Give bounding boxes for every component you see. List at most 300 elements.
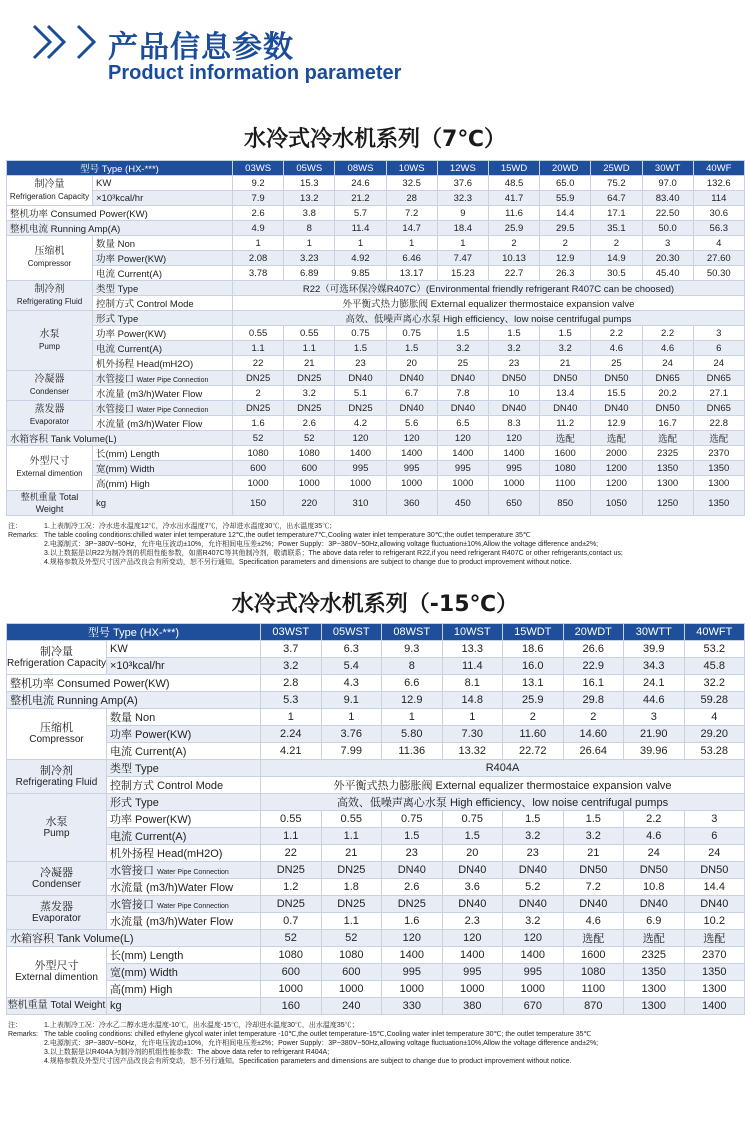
value-cell: 1300 — [624, 981, 685, 998]
span-value: R22（可选环保冷媒R407C）(Environmental friendly refrigerant R407C can be choosed) — [233, 281, 745, 296]
row-label: 类型 Type — [107, 760, 261, 777]
group-compressor — [7, 236, 93, 281]
value-cell: 2.24 — [261, 726, 322, 743]
value-cell: 6 — [684, 828, 745, 845]
value-cell: 29.5 — [540, 221, 591, 236]
group-weight: 整机重量 Total Weight — [7, 998, 107, 1015]
note-key — [8, 549, 44, 558]
value-cell: 1000 — [503, 981, 564, 998]
model-header: 40WFT — [684, 624, 745, 641]
value-cell: 0.55 — [233, 326, 284, 341]
value-cell: DN40 — [335, 371, 386, 386]
row-label: 控制方式 Control Mode — [93, 296, 233, 311]
value-cell: 3 — [642, 236, 693, 251]
value-cell: 6.7 — [386, 386, 437, 401]
value-cell: 2.2 — [624, 811, 685, 828]
value-cell: 14.7 — [386, 221, 437, 236]
value-cell: 3.6 — [442, 879, 503, 896]
table-row — [7, 964, 745, 981]
value-cell: 1.5 — [437, 326, 488, 341]
value-cell: 3.7 — [261, 641, 322, 658]
value-cell: 23 — [382, 845, 443, 862]
group-label-en: Evaporator — [29, 416, 70, 426]
value-cell: 9 — [437, 206, 488, 221]
row-label — [107, 896, 261, 913]
value-cell: 6.5 — [437, 416, 488, 431]
value-cell: 1400 — [442, 947, 503, 964]
note-text: 3.以上数据是以R404A为制冷剂的机组性能参数：The above data refer to refrigerant R404A; — [44, 1049, 330, 1056]
group-label-en: Compressor — [27, 259, 72, 268]
value-cell: 2.6 — [382, 879, 443, 896]
value-cell: 360 — [386, 491, 437, 516]
value-cell: 5.4 — [321, 658, 382, 675]
value-cell: 120 — [382, 930, 443, 947]
value-cell: 22.72 — [503, 743, 564, 760]
value-cell: 21.2 — [335, 191, 386, 206]
row-label: 高(mm) High — [107, 981, 261, 998]
value-cell: 0.55 — [284, 326, 335, 341]
value-cell: 1350 — [642, 461, 693, 476]
value-cell: 20.30 — [642, 251, 693, 266]
row-label: 功率 Power(KW) — [93, 326, 233, 341]
value-cell: 4.21 — [261, 743, 322, 760]
model-header: 12WS — [437, 161, 488, 176]
value-cell: 1400 — [335, 446, 386, 461]
row-label: 功率 Power(KW) — [93, 251, 233, 266]
group-label-cn: 蒸发器 — [34, 403, 65, 415]
row-label — [93, 401, 233, 416]
table-row — [7, 845, 745, 862]
value-cell: 52 — [261, 930, 322, 947]
value-cell: 21 — [284, 356, 335, 371]
value-cell: 4.6 — [642, 341, 693, 356]
value-cell: 1 — [233, 236, 284, 251]
value-cell: 0.75 — [382, 811, 443, 828]
group-label-en: External dimention — [15, 972, 98, 983]
value-cell: 23 — [335, 356, 386, 371]
table-row — [7, 326, 745, 341]
value-cell: 24 — [624, 845, 685, 862]
note-text: The table cooling conditions:chilled water inlet temperature 12℃,the outlet temperature7℃,Cooling water inlet temperature 30℃;the outlet temperature 35℃ — [44, 532, 531, 539]
value-cell: 1080 — [233, 446, 284, 461]
value-cell: 7.2 — [386, 206, 437, 221]
value-cell: 1000 — [261, 981, 322, 998]
value-cell: 5.3 — [261, 692, 322, 709]
value-cell: 600 — [261, 964, 322, 981]
value-cell: 13.1 — [503, 675, 564, 692]
value-cell: 23 — [488, 356, 539, 371]
table-row — [7, 341, 745, 356]
value-cell: 选配 — [563, 930, 624, 947]
model-header: 08WST — [382, 624, 443, 641]
group-label-cn: 制冷量 — [40, 645, 73, 658]
value-cell: 120 — [437, 431, 488, 446]
value-cell: 3.76 — [321, 726, 382, 743]
value-cell: 1000 — [233, 476, 284, 491]
row-label: 整机电流 Running Amp(A) — [7, 221, 233, 236]
value-cell: 11.4 — [442, 658, 503, 675]
row-label: 长(mm) Length — [107, 947, 261, 964]
value-cell: 380 — [442, 998, 503, 1015]
row-label: 水流量 (m3/h)Water Flow — [93, 416, 233, 431]
value-cell: 16.0 — [503, 658, 564, 675]
table-row — [7, 416, 745, 431]
value-cell: 选配 — [642, 431, 693, 446]
value-cell: 1000 — [442, 981, 503, 998]
value-cell: 8 — [284, 221, 335, 236]
value-cell: 9.2 — [233, 176, 284, 191]
value-cell: DN25 — [261, 862, 322, 879]
table-row — [7, 191, 745, 206]
value-cell: 132.6 — [693, 176, 744, 191]
span-value: 外平衡式热力膨胀阀 External equalizer thermostaice expansion valve — [233, 296, 745, 311]
group-label-cn: 外型尺寸 — [34, 960, 79, 972]
value-cell: 16.1 — [563, 675, 624, 692]
value-cell: 220 — [284, 491, 335, 516]
row-label: 形式 Type — [93, 311, 233, 326]
model-header: 40WF — [693, 161, 744, 176]
note-line — [8, 1048, 744, 1057]
value-cell: 160 — [261, 998, 322, 1015]
page-title-en: Product information parameter — [108, 62, 402, 84]
group-label-en: Compressor — [29, 734, 84, 745]
value-cell: 600 — [284, 461, 335, 476]
group-capacity — [7, 176, 93, 206]
value-cell: 1400 — [684, 998, 745, 1015]
value-cell: 3.8 — [284, 206, 335, 221]
table-row — [7, 879, 745, 896]
value-cell: 3.2 — [488, 341, 539, 356]
value-cell: 75.2 — [591, 176, 642, 191]
table-row — [7, 176, 745, 191]
value-cell: 45.8 — [684, 658, 745, 675]
value-cell: 1.1 — [321, 913, 382, 930]
row-label: 整机功率 Consumed Power(KW) — [7, 675, 261, 692]
value-cell: 2370 — [693, 446, 744, 461]
group-evaporator — [7, 896, 107, 930]
value-cell: 11.4 — [335, 221, 386, 236]
value-cell: 1 — [321, 709, 382, 726]
value-cell: 1 — [437, 236, 488, 251]
note-line — [8, 1039, 744, 1048]
value-cell: 20.2 — [642, 386, 693, 401]
value-cell: 650 — [488, 491, 539, 516]
value-cell: 0.75 — [386, 326, 437, 341]
value-cell: 15.5 — [591, 386, 642, 401]
value-cell: 选配 — [693, 431, 744, 446]
model-header: 25WD — [591, 161, 642, 176]
value-cell: 450 — [437, 491, 488, 516]
value-cell: 3.78 — [233, 266, 284, 281]
row-label-en: Water Pipe Connection — [157, 869, 229, 876]
value-cell: 17.1 — [591, 206, 642, 221]
table-row — [7, 981, 745, 998]
note-line — [8, 540, 744, 549]
value-cell: 1 — [386, 236, 437, 251]
section-title: 水冷式冷水机系列（7℃） — [244, 127, 506, 152]
value-cell: 1600 — [540, 446, 591, 461]
value-cell: DN65 — [693, 401, 744, 416]
note-line — [8, 1030, 744, 1039]
group-label-en: Condenser — [29, 386, 70, 396]
group-label-cn: 冷凝器 — [34, 373, 65, 385]
group-label-en: Evaporator — [32, 912, 81, 924]
value-cell: 0.55 — [321, 811, 382, 828]
value-cell: 120 — [442, 930, 503, 947]
value-cell: DN40 — [386, 371, 437, 386]
value-cell: DN40 — [591, 401, 642, 416]
table-row — [7, 913, 745, 930]
value-cell: 1350 — [693, 491, 744, 516]
value-cell: 995 — [503, 964, 564, 981]
value-cell: 14.4 — [684, 879, 745, 896]
value-cell: DN25 — [382, 896, 443, 913]
value-cell: DN40 — [437, 371, 488, 386]
value-cell: 22.8 — [693, 416, 744, 431]
note-key: Remarks: — [8, 1031, 38, 1038]
value-cell: 995 — [488, 461, 539, 476]
value-cell: 22 — [233, 356, 284, 371]
group-dimension — [7, 947, 107, 998]
note-key: 注： — [8, 523, 22, 530]
value-cell: 1.5 — [540, 326, 591, 341]
value-cell: DN25 — [321, 896, 382, 913]
value-cell: 995 — [442, 964, 503, 981]
value-cell: 1080 — [284, 446, 335, 461]
value-cell: 25.9 — [488, 221, 539, 236]
value-cell: DN40 — [442, 896, 503, 913]
table-row — [7, 371, 745, 386]
value-cell: 25.9 — [503, 692, 564, 709]
row-label: 宽(mm) Width — [107, 964, 261, 981]
group-capacity — [7, 641, 107, 675]
value-cell: 7.2 — [563, 879, 624, 896]
note-line — [8, 558, 744, 567]
value-cell: 1400 — [386, 446, 437, 461]
value-cell: 1350 — [693, 461, 744, 476]
value-cell: 1350 — [684, 964, 745, 981]
row-label: 整机电流 Running Amp(A) — [7, 692, 261, 709]
value-cell: 9.3 — [382, 641, 443, 658]
value-cell: 13.32 — [442, 743, 503, 760]
value-cell: 0.75 — [442, 811, 503, 828]
value-cell: 10.2 — [684, 913, 745, 930]
value-cell: 6.46 — [386, 251, 437, 266]
value-cell: DN25 — [335, 401, 386, 416]
value-cell: DN40 — [624, 896, 685, 913]
value-cell: 240 — [321, 998, 382, 1015]
model-label: 型号 Type (HX-***) — [7, 161, 233, 176]
row-label: 功率 Power(KW) — [107, 726, 261, 743]
value-cell: 1200 — [591, 476, 642, 491]
value-cell: 15.23 — [437, 266, 488, 281]
value-cell: 7.47 — [437, 251, 488, 266]
row-label: 水流量 (m3/h)Water Flow — [107, 913, 261, 930]
value-cell: 2000 — [591, 446, 642, 461]
value-cell: 4.6 — [624, 828, 685, 845]
value-cell: DN65 — [693, 371, 744, 386]
value-cell: 56.3 — [693, 221, 744, 236]
table-header — [7, 624, 745, 641]
value-cell: 7.30 — [442, 726, 503, 743]
value-cell: 995 — [386, 461, 437, 476]
value-cell: 1300 — [624, 998, 685, 1015]
value-cell: DN40 — [442, 862, 503, 879]
value-cell: 25 — [591, 356, 642, 371]
value-cell: 18.6 — [503, 641, 564, 658]
value-cell: 18.4 — [437, 221, 488, 236]
value-cell: 39.9 — [624, 641, 685, 658]
value-cell: 1.5 — [503, 811, 564, 828]
group-label-cn: 蒸发器 — [40, 900, 73, 913]
value-cell: 4.9 — [233, 221, 284, 236]
value-cell: 1000 — [335, 476, 386, 491]
note-text: 2.电源制式：3P~380V~50Hz，允许电压波动±10%，允许相间电压差±2%；Power Supply：3P~380V~50Hz,allowing voltage fluctuation±10%,Allow the voltage difference and±2%; — [44, 1040, 599, 1047]
value-cell: 1300 — [642, 476, 693, 491]
table-row — [7, 675, 745, 692]
value-cell: 7.8 — [437, 386, 488, 401]
note-key — [8, 558, 44, 567]
model-header: 10WST — [442, 624, 503, 641]
value-cell: DN25 — [284, 371, 335, 386]
table-row — [7, 311, 745, 326]
table-header — [7, 161, 745, 176]
value-cell: 150 — [233, 491, 284, 516]
table-row — [7, 221, 745, 236]
group-label-en: Pump — [43, 827, 70, 839]
value-cell: 12.9 — [382, 692, 443, 709]
value-cell: 1400 — [382, 947, 443, 964]
value-cell: 39.96 — [624, 743, 685, 760]
value-cell: 1200 — [591, 461, 642, 476]
value-cell: 1350 — [624, 964, 685, 981]
row-label: 电流 Current(A) — [93, 266, 233, 281]
group-pump — [7, 311, 93, 371]
value-cell: 4.6 — [563, 913, 624, 930]
value-cell: 选配 — [684, 930, 745, 947]
value-cell: DN50 — [563, 862, 624, 879]
note-key: Remarks: — [8, 532, 38, 539]
value-cell: 8.1 — [442, 675, 503, 692]
table-row — [7, 476, 745, 491]
table-row — [7, 296, 745, 311]
value-cell: 选配 — [591, 431, 642, 446]
row-label: 电流 Current(A) — [107, 743, 261, 760]
value-cell: 24.6 — [335, 176, 386, 191]
section-title: 水冷式冷水机系列（-15℃） — [231, 592, 519, 617]
group-label-cn: 冷凝器 — [40, 866, 73, 879]
value-cell: 2.6 — [233, 206, 284, 221]
spec-section-minus15c — [0, 587, 750, 1066]
table-row — [7, 401, 745, 416]
table-row — [7, 998, 745, 1015]
value-cell: 53.2 — [684, 641, 745, 658]
value-cell: 52 — [233, 431, 284, 446]
value-cell: 11.2 — [540, 416, 591, 431]
value-cell: 2.3 — [442, 913, 503, 930]
value-cell: 13.3 — [442, 641, 503, 658]
row-label: 宽(mm) Width — [93, 461, 233, 476]
value-cell: DN25 — [261, 896, 322, 913]
value-cell: DN25 — [284, 401, 335, 416]
page-header — [0, 0, 750, 100]
table-row — [7, 828, 745, 845]
value-cell: 1.5 — [386, 341, 437, 356]
group-dimension — [7, 446, 93, 491]
row-label: 功率 Power(KW) — [107, 811, 261, 828]
value-cell: 55.9 — [540, 191, 591, 206]
table-row — [7, 386, 745, 401]
value-cell: 30.5 — [591, 266, 642, 281]
value-cell: 29.8 — [563, 692, 624, 709]
model-header: 15WDT — [503, 624, 564, 641]
value-cell: 2 — [563, 709, 624, 726]
row-label: KW — [93, 176, 233, 191]
value-cell: 50.0 — [642, 221, 693, 236]
value-cell: 310 — [335, 491, 386, 516]
note-key — [8, 540, 44, 549]
model-header: 30WTT — [624, 624, 685, 641]
table-row — [7, 356, 745, 371]
note-key — [8, 1039, 44, 1048]
value-cell: 600 — [321, 964, 382, 981]
note-line — [8, 1021, 744, 1030]
value-cell: 14.4 — [540, 206, 591, 221]
value-cell: 1.5 — [382, 828, 443, 845]
note-text: 1.上表制冷工况：冷水进水温度12℃，冷水出水温度7℃，冷却进水温度30℃，出水温度35℃； — [44, 523, 337, 530]
note-text: 2.电源制式：3P~380V~50Hz，允许电压波动±10%，允许相间电压差±2%；Power Supply：3P~380V~50Hz,allowing voltage fluctuation±10%,Allow the voltage difference and±2%; — [44, 541, 599, 548]
value-cell: 1000 — [437, 476, 488, 491]
value-cell: 25 — [437, 356, 488, 371]
value-cell: DN50 — [488, 371, 539, 386]
row-label — [107, 862, 261, 879]
value-cell: 3.2 — [503, 828, 564, 845]
value-cell: 1000 — [386, 476, 437, 491]
note-line — [8, 522, 744, 531]
value-cell: 44.6 — [624, 692, 685, 709]
value-cell: 59.28 — [684, 692, 745, 709]
value-cell: 7.9 — [233, 191, 284, 206]
value-cell: 4.92 — [335, 251, 386, 266]
note-text: The table cooling conditions: chilled ethylene glycol water inlet temperature -10℃,the outlet temperature-15℃,Cooling water inlet temperature 30℃; the outlet temperature 35℃ — [44, 1031, 592, 1038]
value-cell: 1.5 — [488, 326, 539, 341]
value-cell: 27.1 — [693, 386, 744, 401]
value-cell: 11.6 — [488, 206, 539, 221]
value-cell: 995 — [437, 461, 488, 476]
value-cell: 1000 — [284, 476, 335, 491]
value-cell: 2.08 — [233, 251, 284, 266]
value-cell: 30.6 — [693, 206, 744, 221]
group-compressor — [7, 709, 107, 760]
value-cell: 1.1 — [261, 828, 322, 845]
value-cell: 14.60 — [563, 726, 624, 743]
value-cell: 3.23 — [284, 251, 335, 266]
note-line — [8, 549, 744, 558]
value-cell: 120 — [386, 431, 437, 446]
value-cell: 23 — [503, 845, 564, 862]
group-label-cn: 水泵 — [45, 815, 68, 828]
value-cell: 29.20 — [684, 726, 745, 743]
table-row — [7, 491, 745, 516]
value-cell: 2.2 — [642, 326, 693, 341]
value-cell: 120 — [335, 431, 386, 446]
value-cell: 2 — [233, 386, 284, 401]
value-cell: 995 — [335, 461, 386, 476]
value-cell: 1080 — [563, 964, 624, 981]
note-line — [8, 1057, 744, 1066]
value-cell: 1000 — [382, 981, 443, 998]
row-label-en: Water Pipe Connection — [136, 407, 209, 414]
